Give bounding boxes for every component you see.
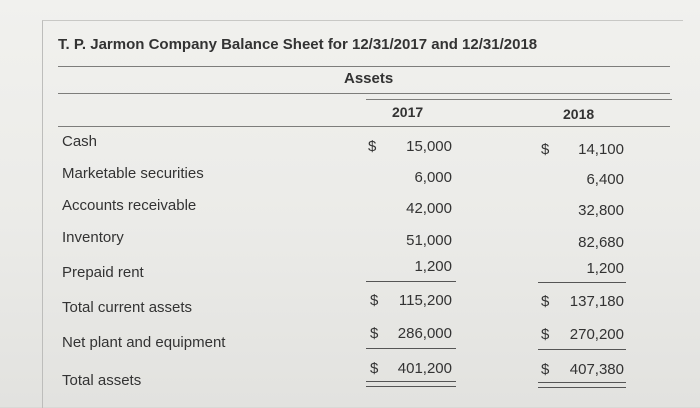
value-2017-cash: 15,000	[406, 138, 452, 155]
column-header-2018: 2018	[563, 106, 595, 122]
subtotal-rule-2017	[366, 281, 456, 282]
value-2018-total-current-assets: 137,180	[569, 293, 624, 310]
currency-2018-net-plant: $	[541, 326, 550, 343]
currency-2018-total-current-assets: $	[541, 293, 550, 310]
value-2018-accounts-receivable: 32,800	[578, 202, 624, 219]
value-2018-prepaid-rent: 1,200	[586, 260, 624, 277]
header-rule	[58, 126, 670, 127]
currency-2017-total-current-assets: $	[370, 292, 379, 309]
total-rule-2018	[538, 349, 626, 350]
sheet-title: T. P. Jarmon Company Balance Sheet for 12/31/2017 and 12/31/2018	[58, 36, 538, 53]
column-header-2017: 2017	[392, 104, 424, 120]
currency-2017-net-plant: $	[370, 325, 379, 342]
value-2017-prepaid-rent: 1,200	[414, 258, 452, 275]
section-rule	[58, 93, 670, 94]
value-2017-accounts-receivable: 42,000	[406, 200, 452, 217]
value-2018-marketable-securities: 6,400	[586, 171, 624, 188]
value-2018-inventory: 82,680	[578, 234, 624, 251]
row-label-total-assets: Total assets	[62, 372, 142, 389]
row-label-net-plant-and-equipment: Net plant and equipment	[62, 334, 226, 351]
value-2018-cash: 14,100	[578, 141, 624, 158]
currency-2018-cash: $	[541, 141, 550, 158]
value-2017-total-current-assets: 115,200	[398, 292, 452, 309]
section-header-assets: Assets	[344, 70, 394, 87]
row-label-marketable-securities: Marketable securities	[62, 165, 204, 182]
title-rule	[58, 66, 670, 67]
subtotal-rule-2018	[538, 282, 626, 283]
value-2017-total-assets: 401,200	[397, 360, 452, 377]
row-label-total-current-assets: Total current assets	[62, 299, 193, 316]
value-2017-net-plant-and-equipment: 286,000	[397, 325, 452, 342]
value-2017-marketable-securities: 6,000	[414, 169, 452, 186]
total-rule-2017	[366, 348, 456, 349]
value-2017-inventory: 51,000	[406, 232, 452, 249]
currency-2017-cash: $	[368, 138, 377, 155]
grand-total-double-rule-2017	[366, 381, 456, 387]
value-2018-net-plant-and-equipment: 270,200	[569, 326, 624, 343]
grand-total-double-rule-2018	[538, 382, 626, 388]
row-label-cash: Cash	[62, 133, 98, 150]
currency-2018-total-assets: $	[541, 361, 550, 378]
value-2018-total-assets: 407,380	[569, 361, 624, 378]
row-label-accounts-receivable: Accounts receivable	[62, 197, 197, 214]
currency-2017-total-assets: $	[370, 360, 379, 377]
row-label-prepaid-rent: Prepaid rent	[62, 264, 144, 281]
section-subrule	[366, 99, 672, 100]
row-label-inventory: Inventory	[62, 229, 124, 246]
